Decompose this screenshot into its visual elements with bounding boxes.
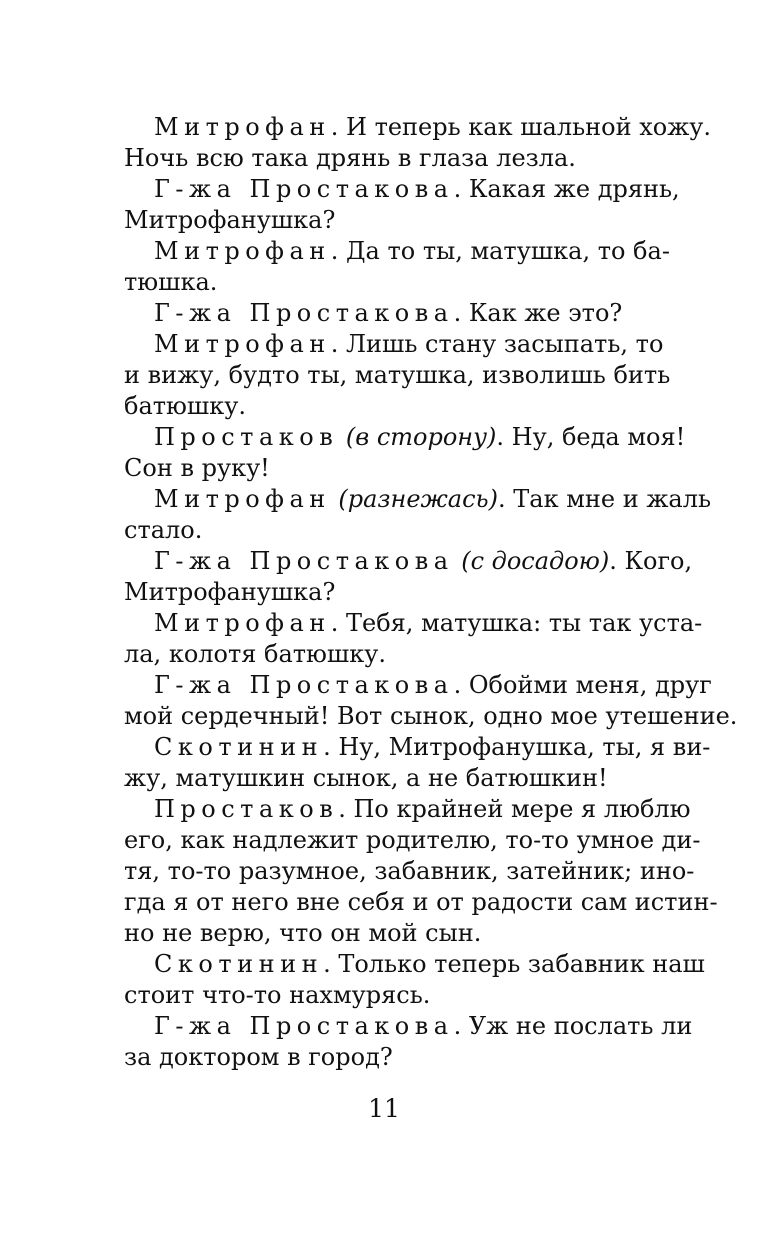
dialogue-paragraph (94, 794, 718, 949)
page-number: 11 (368, 1094, 400, 1123)
line-text: . Лишь стану засыпать, то (330, 330, 664, 358)
text-line: стоит что-то нахмурясь. (124, 981, 431, 1009)
text-line (94, 422, 686, 453)
text-line: за доктором в город? (124, 1043, 393, 1071)
text-line (94, 329, 664, 360)
speaker-name: Митрофан (154, 237, 331, 265)
line-text: . Только теперь забавник наш (323, 950, 705, 978)
speaker-name: Г-жа Простакова (154, 299, 454, 327)
dialogue-paragraph (94, 422, 686, 484)
speaker-name: Митрофан (154, 330, 331, 358)
text-line (94, 112, 712, 143)
dialogue-paragraph (94, 174, 680, 236)
speaker-name: Скотинин (154, 950, 324, 978)
text-line: гда я от него вне себя и от радости сам истин- (124, 888, 718, 916)
text-line: и вижу, будто ты, матушка, изволишь бить (124, 361, 671, 389)
text-line: Митрофанушка? (124, 578, 336, 606)
text-line: тя, то-то разумное, забавник, затейник; ино- (124, 857, 695, 885)
text-line (94, 298, 628, 329)
text-line: Митрофанушка? (124, 206, 336, 234)
line-text: . По крайней мере я люблю (338, 795, 691, 823)
stage-direction: (с досадою) (461, 547, 610, 575)
line-text: . Тебя, матушка: ты так уста- (330, 609, 703, 637)
dialogue-paragraph (94, 236, 670, 298)
dialogue-paragraph (94, 732, 711, 794)
speaker-name: Скотинин (154, 733, 324, 761)
text-line: ла, колотя батюшку. (124, 640, 386, 668)
line-text: . Какая же дрянь, (453, 175, 680, 203)
text-line: жу, матушкин сынок, а не батюшкин! (124, 764, 608, 792)
text-line (94, 794, 691, 825)
speaker-name: Митрофан (154, 113, 331, 141)
speaker-name: Митрофан (154, 485, 331, 513)
dialogue-paragraph (94, 112, 712, 174)
text-line (94, 546, 693, 577)
text-line (94, 608, 703, 639)
dialogue-paragraph (94, 329, 671, 422)
speaker-name: Г-жа Простакова (154, 547, 454, 575)
stage-direction: (в сторону) (345, 423, 497, 451)
text-line: его, как надлежит родителю, то-то умное ди- (124, 826, 701, 854)
speaker-name: Простаков (154, 795, 339, 823)
line-text: . Ну, беда моя! (496, 423, 686, 451)
speaker-name: Простаков (154, 423, 339, 451)
line-text: . И теперь как шальной хожу. (330, 113, 712, 141)
text-line (94, 670, 712, 701)
speaker-name: Митрофан (154, 609, 331, 637)
line-text: . Уж не послать ли (453, 1012, 693, 1040)
line-text: . Как же это? (453, 299, 623, 327)
speaker-name: Г-жа Простакова (154, 175, 454, 203)
stage-direction: (разнежась) (338, 485, 498, 513)
dialogue-paragraph (94, 949, 705, 1011)
line-text: . Ну, Митрофанушка, ты, я ви- (323, 733, 711, 761)
page-body (94, 112, 738, 1073)
line-text: . Кого, (609, 547, 693, 575)
text-line (94, 1011, 693, 1042)
text-line: Сон в руку! (124, 454, 270, 482)
dialogue-paragraph (94, 546, 693, 608)
text-line (94, 484, 712, 515)
text-line (94, 732, 711, 763)
speaker-name: Г-жа Простакова (154, 671, 454, 699)
text-line: но не верю, что он мой сын. (124, 919, 482, 947)
text-line: Ночь всю така дрянь в глаза лезла. (124, 144, 576, 172)
text-line (94, 949, 705, 980)
line-text: . Да то ты, матушка, то ба- (330, 237, 670, 265)
dialogue-paragraph (94, 608, 703, 670)
text-line (94, 236, 670, 267)
dialogue-paragraph (94, 1011, 693, 1073)
speaker-name: Г-жа Простакова (154, 1012, 454, 1040)
text-line: батюшку. (124, 392, 246, 420)
text-line (94, 174, 680, 205)
text-line: мой сердечный! Вот сынок, одно мое утешение. (124, 702, 738, 730)
line-text: . Так мне и жаль (498, 485, 712, 513)
dialogue-paragraph (94, 670, 738, 732)
line-text: . Обойми меня, друг (453, 671, 712, 699)
text-line: стало. (124, 516, 203, 544)
dialogue-paragraph (94, 298, 628, 329)
dialogue-paragraph (94, 484, 712, 546)
text-line: тюшка. (124, 268, 218, 296)
